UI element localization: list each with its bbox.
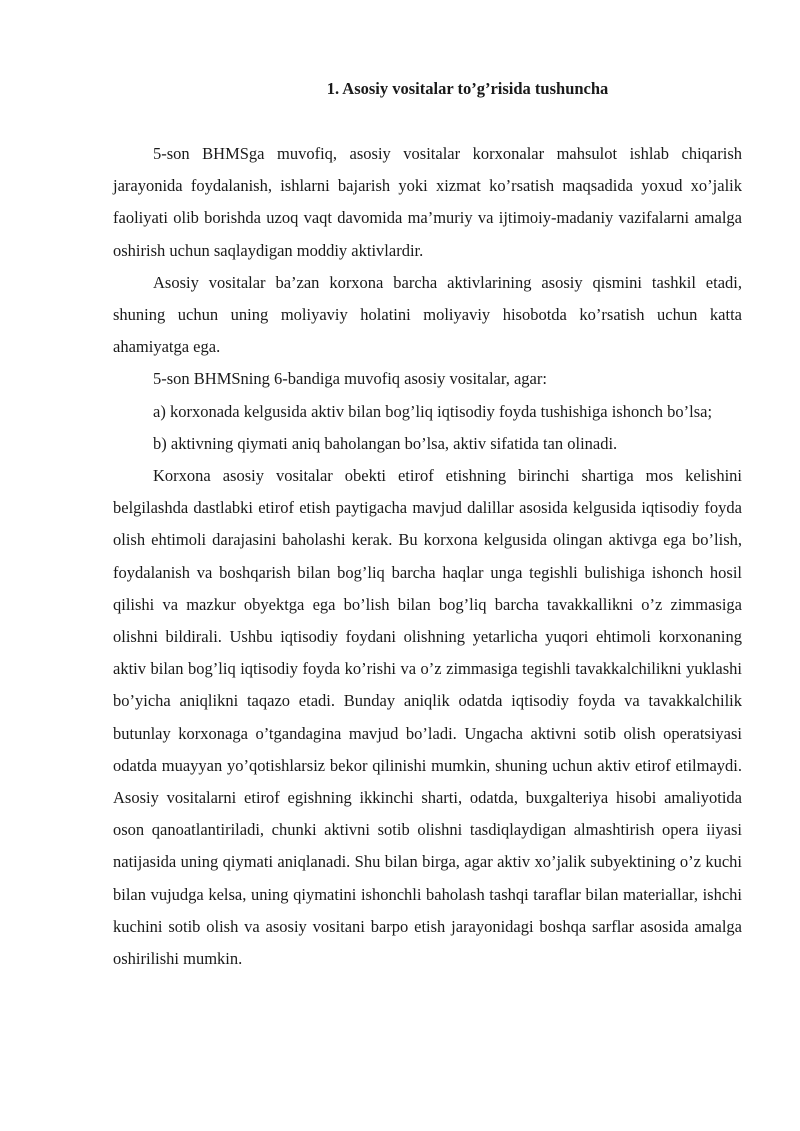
section-title: 1. Asosiy vositalar to’g’risida tushuncha [326, 79, 609, 98]
document-page [113, 72, 742, 975]
paragraph: a) korxonada kelgusida aktiv bilan bog’liq iqtisodiy foyda tushishiga ishonch bo’lsa; [153, 401, 713, 421]
paragraph: 5-son BHMSning 6-bandiga muvofiq asosiy vositalar, agar: [153, 369, 547, 389]
paragraph: Asosiy vositalar ba’zan korxona barcha aktivlarining asosiy qismini tashkil etadi, shuning uchun uning moliyaviy holatini moliyaviy hisobotda ko’rsatish uchun katta ahamiyatga ega. [113, 272, 742, 357]
paragraph: b) aktivning qiymati aniq baholangan bo’lsa, aktiv sifatida tan olinadi. [153, 433, 618, 453]
paragraph: 5-son BHMSga muvofiq, asosiy vositalar korxonalar mahsulot ishlab chiqarish jarayonida foydalanish, ishlarni bajarish yoki xizmat ko’rsatish maqsadida yoxud xo’jalik faoliyati olib borishda uzoq vaqt davomida ma’muriy va ijtimoiy-madaniy vazifalarni amalga oshirish uchun saqlaydigan moddiy aktivlardir. [113, 144, 742, 260]
spacer [113, 104, 742, 138]
paragraph: Korxona asosiy vositalar obekti etirof etishning birinchi shartiga mos kelishini belgilashda dastlabki etirof etish paytigacha mavjud dalillar asosida kelgusida iqtisodiy foyda olish ehtimoli darajasini baholashi kerak. Bu korxona kelgusida olingan aktivga ega bo’lish, foydalanish va boshqarish bilan bog’liq barcha haqlar unga tegishli bulishiga ishonch hosil qilishi va mazkur obyektga ega bo’lish bilan bog’liq barcha tavakkallikni o’z zimmasiga olishni bildirali. Ushbu iqtisodiy foydani olishning yetarlicha yuqori ehtimoli korxonaning aktiv bilan bog’liq iqtisodiy foyda ko’rishi va o’z zimmasiga tegishli tavakkalchilikni yuklashi bo’yicha aniqlikni taqazo etadi. Bunday aniqlik odatda iqtisodiy foyda va tavakkalchilik butunlay korxonaga o’tgandagina mavjud bo’ladi. Ungacha aktivni sotib olish operatsiyasi odatda muayyan yo’qotishlarsiz bekor qilinishi mumkin, shuning uchun aktiv etirof etilmaydi. Asosiy vositalarni etirof egishning ikkinchi sharti, odatda, buxgalteriya hisobi amaliyotida oson qanoatlantiriladi, chunki aktivni sotib olishni tasdiqlaydigan almashtirish opera iiyasi natijasida uning qiymati aniqlanadi. Shu bilan birga, agar aktiv xo’jalik subyektining o’z kuchi bilan vujudga kelsa, uning qiymatini ishonchli baholash tashqi taraflar bilan materiallar, ishchi kuchini sotib olish va asosiy vositani barpo etish jarayonidagi boshqa sarflar asosida amalga oshirilishi mumkin. [113, 466, 742, 969]
